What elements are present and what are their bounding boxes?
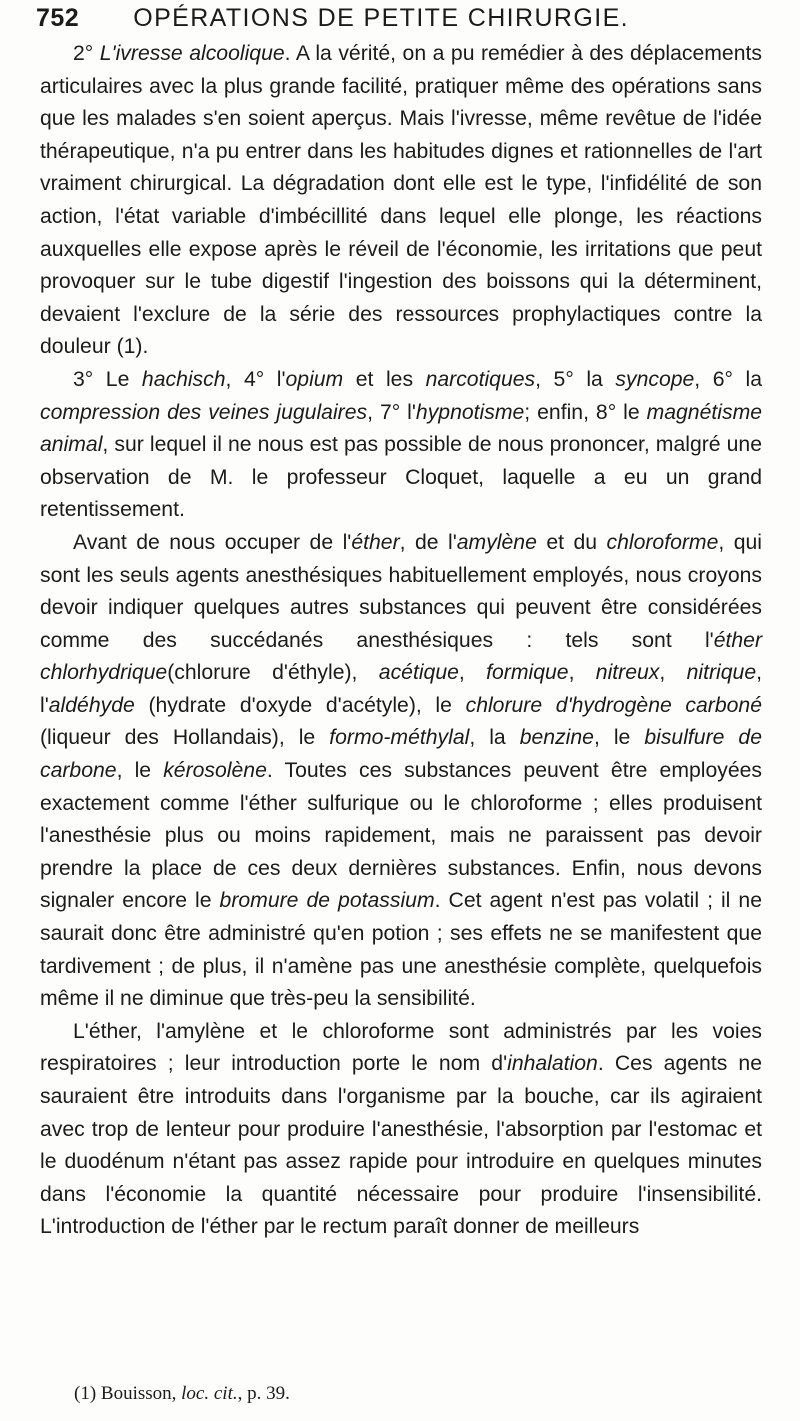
- text-run: , le: [116, 759, 164, 783]
- body-text: [40, 38, 762, 1244]
- page-number: 752: [36, 4, 80, 32]
- italic-term: nitrique: [686, 661, 757, 685]
- italic-term: éther chlorhydrique: [40, 628, 762, 685]
- text-run: , 5° la: [535, 367, 616, 391]
- italic-term: syncope: [615, 367, 695, 391]
- text-run: , 4° l': [225, 367, 286, 391]
- footnote: [74, 1383, 290, 1405]
- italic-term: hypnotisme: [415, 400, 525, 424]
- italic-term: amylène: [456, 530, 537, 554]
- text-run: ; enfin, 8° le: [524, 400, 647, 424]
- italic-term: chloroforme: [606, 530, 719, 554]
- italic-term: bromure de potassium: [219, 889, 435, 913]
- text-run: . A la vérité, on a pu remédier à des déplacements articulaires avec la plus grande facilité, pratiquer même des opérations sans que les malades s'en soient aperçus. Mais l'ivresse, même revêtue de l'idée thérapeutique, n'a pu entrer dans les habitudes dignes et rationnelles de l'art vraiment chirurgical. La dégradation dont elle est le type, l'infidélité de son action, l'état variable d'imbécillité dans lequel elle plonge, les réactions auxquelles elle expose après le réveil de l'économie, les irritations que peut provoquer sur le tube digestif l'ingestion des boissons qui la déterminent, devaient l'exclure de la série des ressources prophylactiques contre la douleur (1).: [40, 42, 762, 359]
- text-run: (1) Bouisson,: [74, 1383, 182, 1404]
- text-run: . Cet agent n'est pas volatil ; il ne saurait donc être administré qu'en potion ; ses effets ne se manifestent que tardivement ; de plus, il n'amène pas une anesthésie complète, quelquefois même il ne diminue que très-peu la sensibilité.: [40, 889, 762, 1011]
- text-run: et du: [536, 530, 607, 554]
- text-run: 2°: [73, 42, 100, 65]
- italic-term: magnétisme animal: [40, 400, 762, 457]
- italic-term: chlorure d'hydrogène carboné: [465, 693, 762, 717]
- italic-term: formique: [486, 661, 569, 685]
- italic-term: L'ivresse alcoolique: [99, 42, 285, 65]
- italic-term: benzine: [519, 726, 594, 750]
- text-run: , la: [469, 726, 520, 750]
- italic-term: inhalation: [507, 1052, 598, 1076]
- text-run: , 6° la: [694, 367, 762, 391]
- text-run: (hydrate d'oxyde d'acétyle), le: [134, 693, 466, 717]
- text-run: et les: [343, 367, 426, 391]
- page-header: [36, 4, 762, 33]
- italic-term: formo-méthylal: [329, 726, 470, 750]
- text-run: . Toutes ces substances peuvent être employées exactement comme l'éther sulfurique ou le chloroforme ; elles produisent l'anesthésie plus ou moins rapidement, mais ne paraissent pas devoir prendre la place de ces deux dernières substances. Enfin, nous devons signaler encore le: [40, 759, 763, 913]
- text-run: ,: [659, 661, 687, 685]
- text-run: ,: [568, 661, 596, 685]
- text-run: , 7° l': [367, 400, 416, 424]
- italic-term: aldéhyde: [48, 693, 135, 717]
- italic-term: narcotiques: [425, 367, 536, 391]
- italic-term: éther: [351, 530, 400, 554]
- paragraph-3: [40, 527, 762, 1016]
- italic-term: kérosolène: [163, 759, 267, 783]
- italic-term: bisulfure de carbone: [40, 726, 762, 783]
- text-run: 3° Le: [73, 367, 142, 391]
- text-run: . Ces agents ne sauraient être introduits dans l'organisme par la bouche, car ils agiraient avec trop de lenteur pour produire l'anesthésie, l'absorption par l'estomac et le duodénum n'étant pas assez rapide pour introduire en quelques minutes dans l'économie la quantité nécessaire pour produire l'insensibilité. L'introduction de l'éther par le rectum paraît donner de meilleurs: [40, 1052, 762, 1239]
- text-run: , p. 39.: [237, 1383, 290, 1404]
- italic-term: hachisch: [141, 367, 226, 391]
- text-run: (liqueur des Hollandais), le: [40, 726, 330, 750]
- text-run: , sur lequel il ne nous est pas possible de nous prononcer, malgré une observation de M. le professeur Cloquet, laquelle a eu un grand retentissement.: [40, 433, 762, 522]
- italic-term: acétique: [378, 661, 459, 685]
- running-title: OPÉRATIONS DE PETITE CHIRURGIE.: [133, 4, 629, 32]
- text-run: L'éther, l'amylène et le chloroforme sont administrés par les voies respiratoires ; leur introduction porte le nom d': [40, 1019, 762, 1076]
- text-run: , l': [40, 661, 763, 717]
- text-run: (chlorure d'éthyle),: [167, 661, 379, 685]
- text-run: ,: [458, 661, 487, 685]
- italic-term: loc. cit.: [181, 1383, 238, 1404]
- text-run: , de l': [399, 530, 457, 554]
- paragraph-4: [40, 1016, 762, 1244]
- text-run: , le: [593, 726, 645, 750]
- italic-term: nitreux: [595, 661, 660, 685]
- text-run: Avant de nous occuper de l': [73, 530, 352, 554]
- text-run: , qui sont les seuls agents anesthésiques habituellement employés, nous croyons devoir indiquer quelques autres substances qui peuvent être considérées comme des succédanés anesthésiques : tels sont l': [40, 530, 762, 652]
- paragraph-1: [40, 38, 762, 364]
- paragraph-2: [40, 364, 762, 527]
- italic-term: opium: [285, 367, 344, 391]
- italic-term: compression des veines jugulaires: [40, 400, 368, 424]
